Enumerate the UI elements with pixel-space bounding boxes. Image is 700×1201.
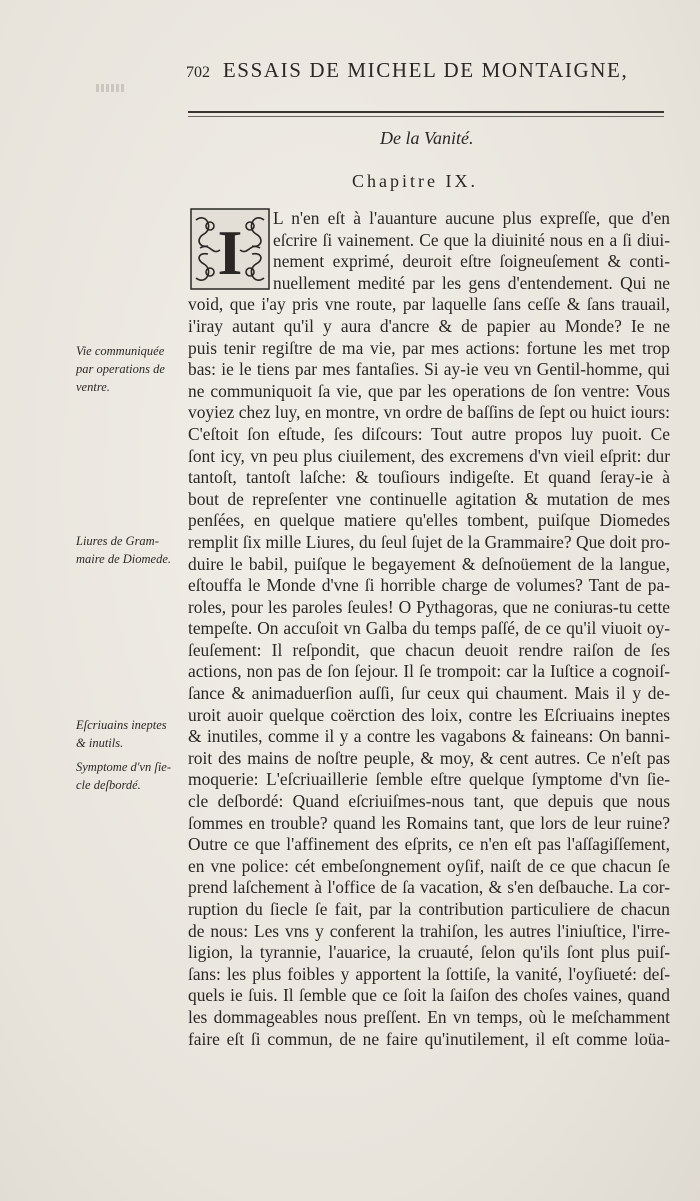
body-line: puis tenir regiſtre de ma vie, par mes actions: fortune les met trop <box>188 337 670 358</box>
body-line: C'eſtoit ſon eſtude, ſes diſcours: Tout autre propos luy puoit. Ce <box>188 423 670 444</box>
margin-note-line: Eſcriuains ineptes <box>76 718 167 732</box>
body-line: faire eſt ſi commun, de ne faire qu'inutilement, il eſt comme loüa- <box>188 1028 670 1049</box>
body-line: ruption du ſiecle ſe fait, par la contribution particuliere de chacun <box>188 899 670 919</box>
body-line: en vne police: cét embeſongnement oyſif, naiſt de ce que chacun ſe <box>188 855 670 876</box>
body-line: eſtouffa le Monde d'vne ſi horrible charge de volumes? Tant de pa- <box>188 575 670 596</box>
margin-note-escriuains <box>76 716 184 752</box>
body-line: ſance & animaduerſion auſſi, ſur ceux qui chaument. Mais il y de- <box>188 683 670 704</box>
dropcap-letter: I <box>217 217 243 288</box>
body-line: L n'en eſt à l'auanture aucune plus expreſſe, que d'en <box>273 208 670 228</box>
margin-note-line: maire de Diomede. <box>76 552 171 566</box>
margin-note-symptome <box>76 758 184 794</box>
body-line: de nous: Les vns y conferent la trahiſon, les autres l'iniuſtice, l'irre- <box>188 920 670 941</box>
body-line: Outre ce que l'affinement des eſprits, ce n'en eſt pas l'aſſagiſſement, <box>188 834 670 855</box>
body-line: nement exprimé, deuroit eſtre ſoigneuſement & conti- <box>273 251 670 272</box>
body-line: tantoſt, tantoſt laſche: & touſiours indigeſte. Et quand ſeray-ie à <box>188 467 670 488</box>
body-line: ſommes en trouble? quand les Romains tant, que lors de leur ruine? <box>188 812 670 833</box>
body-line: les dommageables nous preſſent. En vn temps, où le meſchamment <box>188 1006 670 1027</box>
body-line: i'iray autant qu'il y aura d'ancre & de papier au Monde? Ie ne <box>188 315 670 336</box>
margin-note-line: ventre. <box>76 380 110 394</box>
body-line: voyiez chez luy, en montre, vn ordre de baſſins de ſept ou huict iours: <box>188 402 670 423</box>
body-line: uroit auoir quelque coërction des loix, contre les Eſcriuains ineptes <box>188 704 670 725</box>
margin-note-line: cle deſbordé. <box>76 778 141 792</box>
body-line: ſont icy, vn peu plus ciuilement, des excremens d'vn vieil eſprit: dur <box>188 445 670 466</box>
body-line: duire le babil, puiſque le begayement & deſnoüement de la langue, <box>188 553 670 574</box>
body-text <box>188 208 670 1050</box>
body-line: cle deſbordé: Quand eſcriuiſmes-nous tant, que depuis que nous <box>188 791 670 812</box>
body-line: remplit ſix mille Liures, du ſeul ſujet de la Grammaire? Que doit pro- <box>188 531 670 552</box>
margin-note-diomede <box>76 532 184 568</box>
body-line: ſeuſement: Il reſpondit, que chacun deuoit rendre raiſon de ſes <box>188 639 670 660</box>
body-line: ligion, la tyrannie, l'auarice, la cruauté, ſelon qu'ils ſont plus puiſ- <box>188 942 670 963</box>
ink-bleed-mark <box>96 84 126 92</box>
body-line: ſans: les plus foibles y apportent la ſottiſe, la vanité, l'oyſiueté: deſ- <box>188 963 670 984</box>
page-number: 702 <box>186 64 210 81</box>
section-title: De la Vanité. <box>380 128 474 148</box>
body-line: roles, pour les paroles ſeules! O Pythagoras, que ne coniuras-tu cette <box>188 596 670 617</box>
body-line: penſées, en quelque matiere qu'elles tombent, puiſque Diomedes <box>188 510 670 531</box>
margin-note-line: Symptome d'vn ſie- <box>76 760 172 774</box>
body-line: ne communiquoit ſa vie, que par les operations de ſon ventre: Vous <box>188 380 670 401</box>
margin-note-line: & inutils. <box>76 736 124 750</box>
body-line: bout de repreſenter vne continuelle agitation & mutation de mes <box>188 488 670 509</box>
body-line: eſcrire ſi vainement. Ce que la diuinité nous en a ſi diui- <box>273 229 670 250</box>
header-rule <box>188 111 664 113</box>
body-line: void, que i'ay pris vne route, par laquelle ſans ceſſe & ſans trauail, <box>188 294 670 315</box>
body-line: quels ie ſuis. Il ſemble que ce ſoit la ſaiſon des choſes vaines, quand <box>188 985 670 1006</box>
body-line: prend laſchement à l'office de ſa vacation, & s'en deſbauche. La cor- <box>188 877 670 898</box>
margin-note-line: Liures de Gram- <box>76 534 159 548</box>
margin-note-line: par operations de <box>76 362 165 376</box>
body-line: bas: ie le tiens par mes fantaſies. Si ay-ie veu vn Gentil-homme, qui <box>188 359 670 380</box>
body-line: tempeſte. On accuſoit vn Galba du temps paſſé, de ce qu'il viuoit oy- <box>188 618 670 639</box>
margin-note-line: Vie communiquée <box>76 344 165 358</box>
body-line: moquerie: L'eſcriuaillerie ſemble eſtre quelque ſymptome d'vn ſie- <box>188 769 670 790</box>
margin-note-vie <box>76 342 184 396</box>
body-line: actions, non pas de ſon ſejour. Il ſe trompoit: car la Iuſtice a cognoiſ- <box>188 661 670 682</box>
running-header <box>186 58 666 83</box>
body-line: roit des mains de noſtre peuple, & moy, & cent autres. Ce n'eſt pas <box>188 747 670 768</box>
body-line: & inutiles, comme il y a contre les vagabons & faineans: On banni- <box>188 726 670 747</box>
chapter-heading: Chapitre IX. <box>352 171 478 191</box>
body-line: nuellement medité par les gens d'entendement. Qui ne <box>273 272 670 293</box>
header-rule-thin <box>188 116 664 117</box>
running-title: ESSAIS DE MICHEL DE MONTAIGNE, <box>222 58 629 82</box>
